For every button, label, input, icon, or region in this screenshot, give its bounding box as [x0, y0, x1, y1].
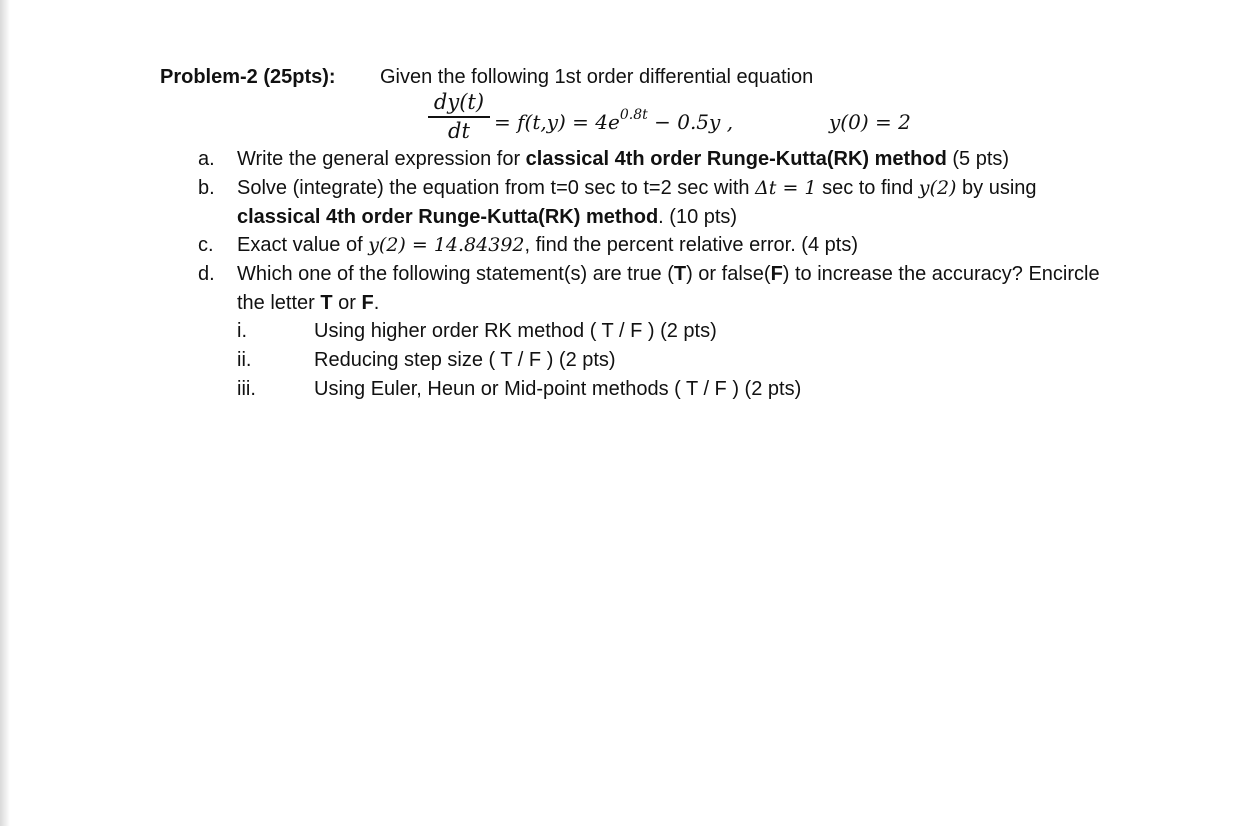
part-d-t1: Which one of the following statement(s) are true (: [237, 263, 674, 285]
part-a-text: [237, 146, 1009, 172]
equation-rhs-prefix: = f(t,y) = 4e: [494, 110, 620, 134]
part-d-text: [237, 261, 1100, 287]
part-d-t4: the letter: [237, 292, 321, 314]
part-d-t5: or: [332, 292, 362, 314]
part-b-delta-t: Δt = 1: [755, 177, 817, 199]
part-d-false-letter: F: [770, 263, 783, 285]
part-b-text-mid: sec to find: [816, 177, 919, 199]
part-a-bold: classical 4th order Runge-Kutta(RK) method: [525, 148, 947, 170]
part-d-t-letter: T: [320, 292, 333, 314]
subitem-iii-marker: iii.: [237, 378, 256, 400]
equation-rhs-suffix: − 0.5y ,: [654, 110, 734, 134]
part-d-marker: d.: [198, 263, 215, 285]
equation-rhs: [494, 109, 733, 138]
equation-denominator: dt: [448, 118, 470, 143]
part-c-text-after: , find the percent relative error. (4 pts): [524, 234, 858, 256]
fraction-bar: [428, 116, 490, 118]
part-b-text-before: Solve (integrate) the equation from t=0 sec to t=2 sec with: [237, 177, 756, 199]
part-c-exact-value: y(2) = 14.84392: [368, 234, 525, 256]
part-c-marker: c.: [198, 234, 214, 256]
subitem-i-text: Using higher order RK method ( T / F ) (2 pts): [314, 320, 717, 342]
part-b-marker: b.: [198, 177, 215, 199]
part-d-t2: ) or false(: [686, 263, 771, 285]
part-d-line2: [237, 290, 379, 316]
part-d-t6: .: [373, 292, 380, 314]
subitem-ii-marker: ii.: [237, 349, 252, 371]
problem-intro: Given the following 1st order differential equation: [380, 66, 814, 88]
part-a-text-before: Write the general expression for: [237, 148, 526, 170]
part-d-true-letter: T: [673, 263, 687, 285]
problem-heading: Problem-2 (25pts):: [160, 66, 336, 88]
part-c-text: [237, 232, 858, 258]
part-b-line2-after: . (10 pts): [658, 206, 738, 228]
part-a-marker: a.: [198, 148, 215, 170]
part-b-y2: y(2): [918, 177, 957, 199]
part-d-t3: ) to increase the accuracy? Encircle: [782, 263, 1100, 285]
initial-condition: y(0) = 2: [829, 110, 911, 134]
subitem-i-marker: i.: [237, 320, 247, 342]
subitem-iii-text: Using Euler, Heun or Mid-point methods ( T / F ) (2 pts): [314, 378, 802, 400]
subitem-ii-text: Reducing step size ( T / F ) (2 pts): [314, 349, 616, 371]
part-b-line2: [237, 204, 737, 230]
part-d-f-letter: F: [361, 292, 374, 314]
page-left-edge-shadow: [0, 0, 10, 826]
part-a-text-after: (5 pts): [946, 148, 1010, 170]
equation-exponent: 0.8t: [619, 107, 648, 123]
part-b-text-after: by using: [956, 177, 1037, 199]
part-c-text-before: Exact value of: [237, 234, 369, 256]
equation-numerator: dy(t): [433, 90, 485, 114]
part-b-bold: classical 4th order Runge-Kutta(RK) method: [237, 206, 659, 228]
equation-fraction: [428, 90, 490, 142]
part-b-text: [237, 175, 1037, 201]
